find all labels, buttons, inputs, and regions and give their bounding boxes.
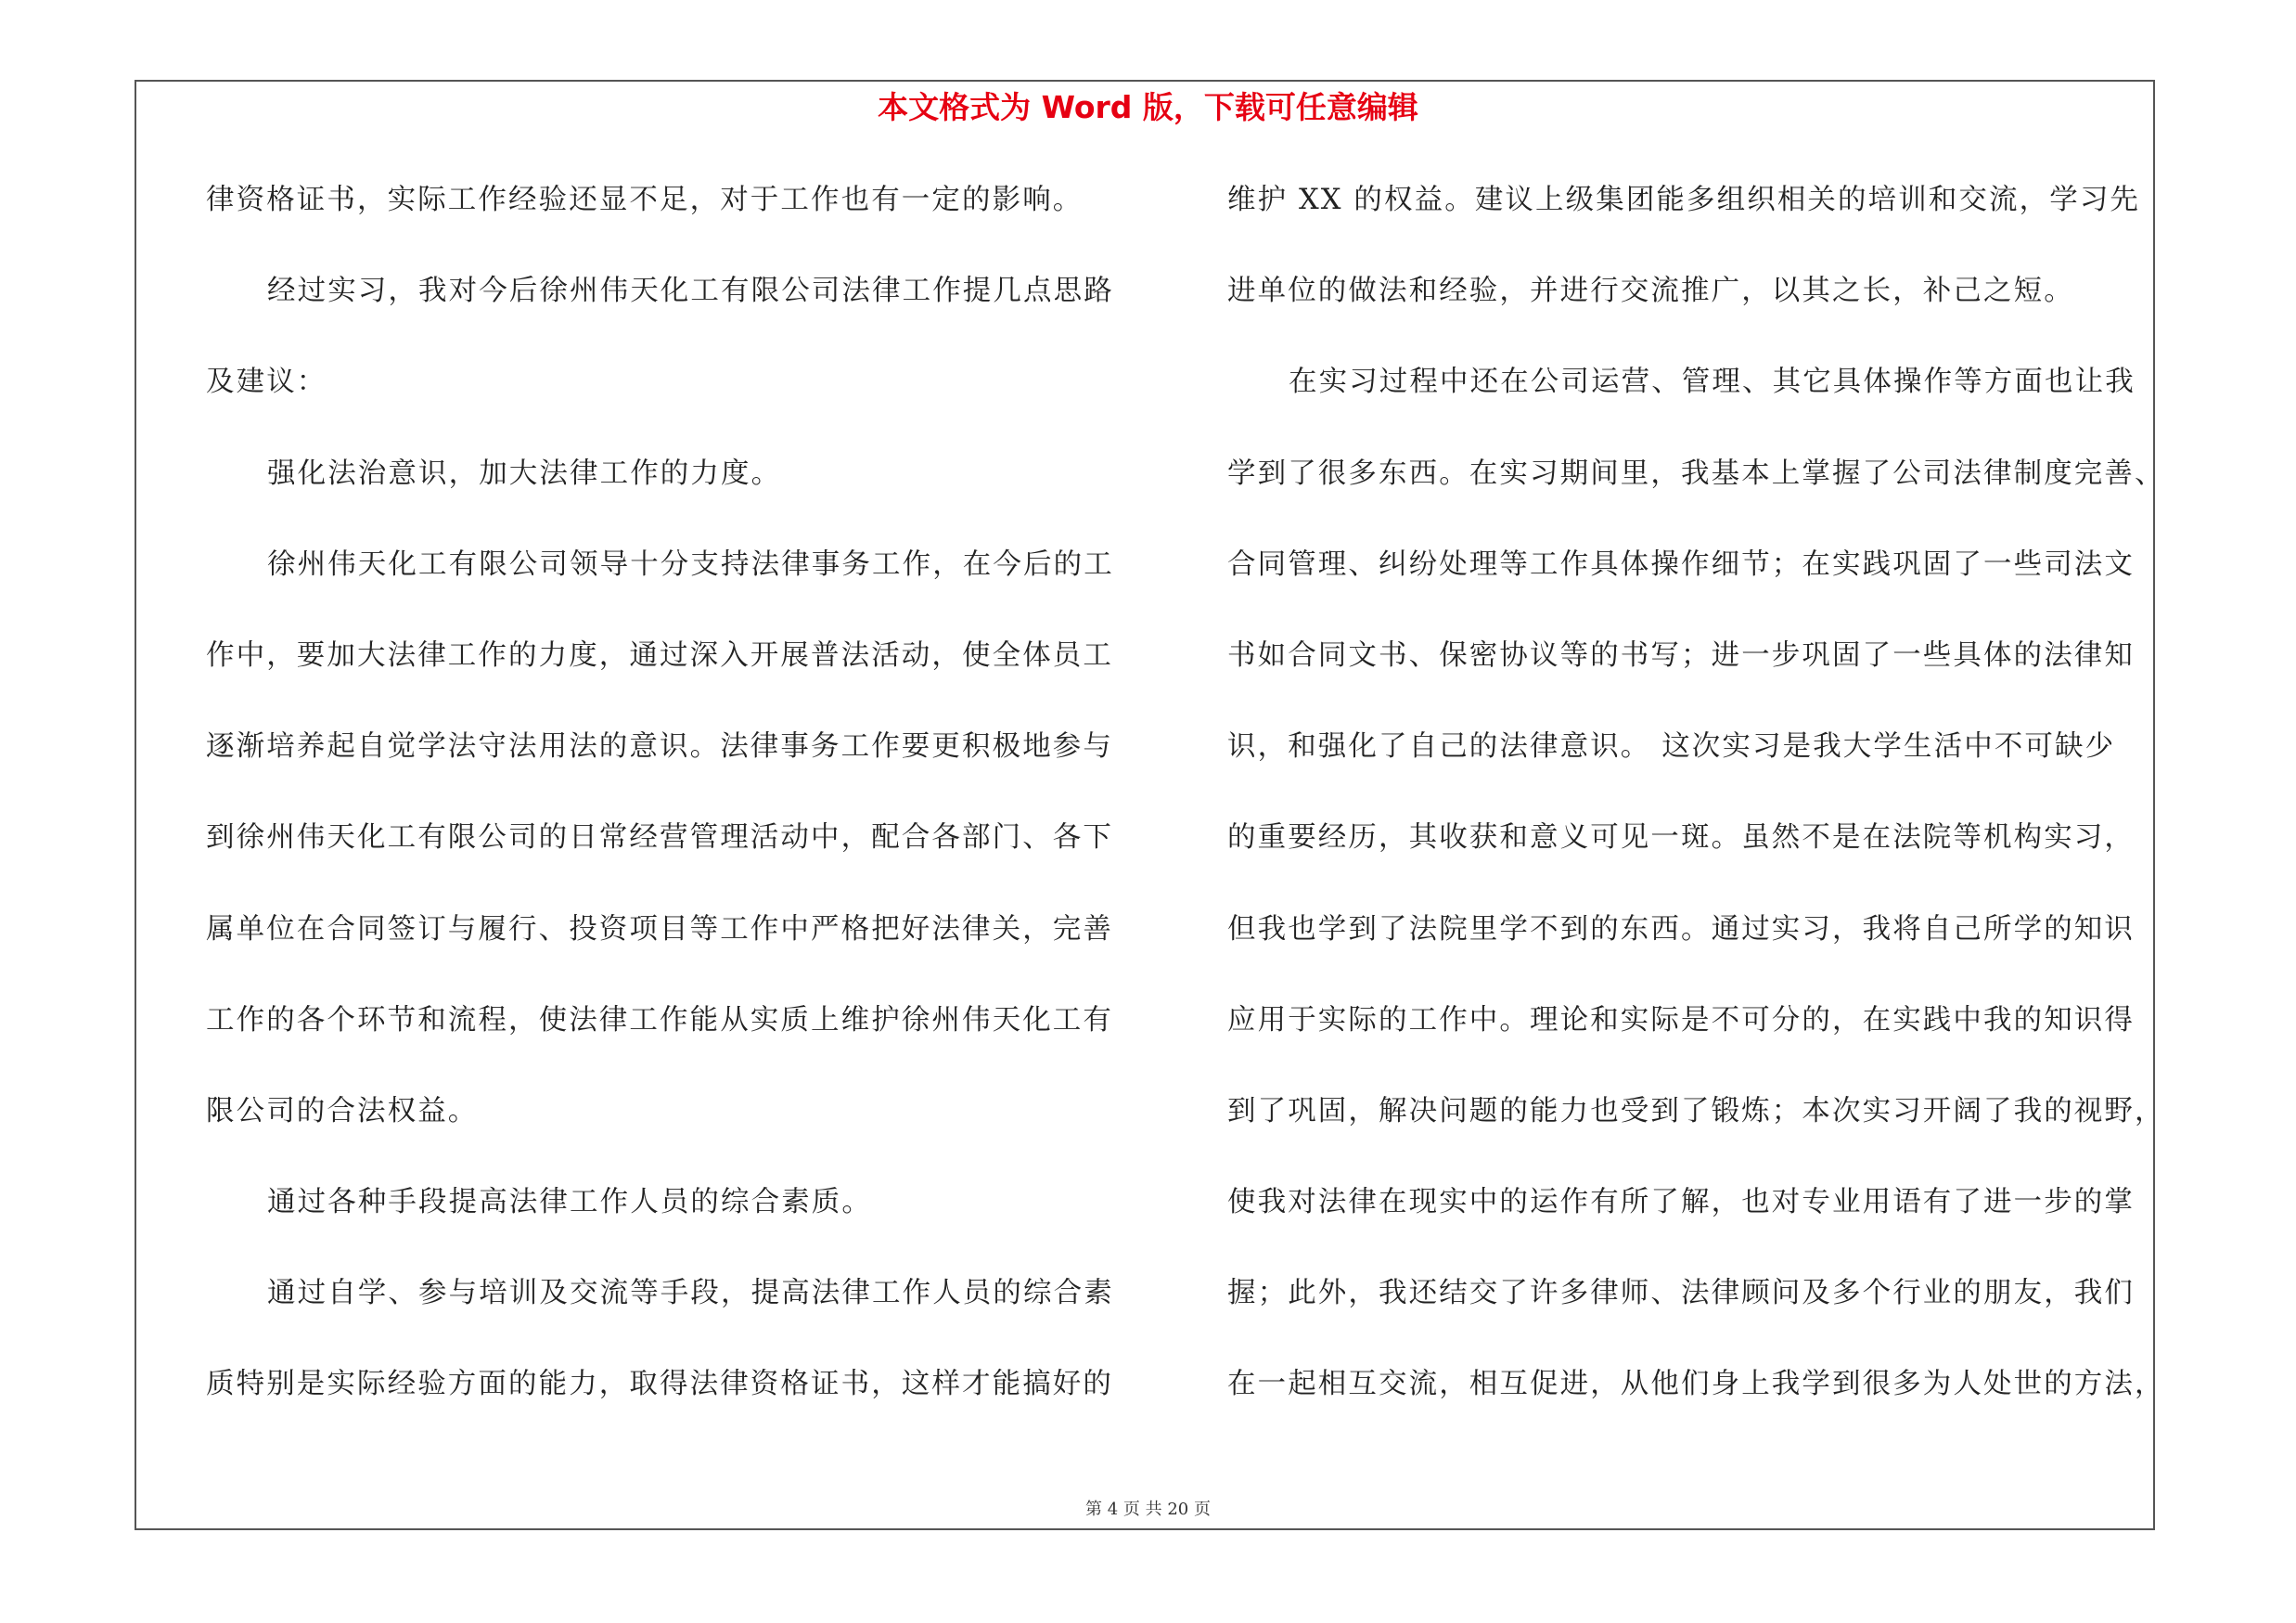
text-line: 在一起相互交流，相互促进，从他们身上我学到很多为人处世的方法， bbox=[1227, 1368, 2165, 1401]
text-line: 书如合同文书、保密协议等的书写；进一步巩固了一些具体的法律知 bbox=[1227, 638, 2135, 672]
text-line: 限公司的合法权益。 bbox=[206, 1094, 479, 1127]
text-line: 合同管理、纠纷处理等工作具体操作细节；在实践巩固了一些司法文 bbox=[1227, 547, 2135, 581]
text-line: 使我对法律在现实中的运作有所了解，也对专业用语有了进一步的掌 bbox=[1227, 1186, 2135, 1219]
text-line: 徐州伟天化工有限公司领导十分支持法律事务工作，在今后的工 bbox=[267, 547, 1114, 581]
page-number-footer: 第 4 页 共 20 页 bbox=[1085, 1500, 1211, 1519]
text-line: 强化法治意识，加大法律工作的力度。 bbox=[267, 457, 782, 490]
text-line: 属单位在合同签订与履行、投资项目等工作中严格把好法律关，完善 bbox=[206, 912, 1113, 946]
right-column bbox=[1227, 182, 2165, 1458]
text-line: 握；此外，我还结交了许多律师、法律顾问及多个行业的朋友，我们 bbox=[1227, 1277, 2135, 1310]
text-line: 律资格证书，实际工作经验还显不足，对于工作也有一定的影响。 bbox=[206, 184, 1084, 216]
text-line: 到了巩固，解决问题的能力也受到了锻炼；本次实习开阔了我的视野， bbox=[1227, 1094, 2165, 1127]
text-line: 通过自学、参与培训及交流等手段，提高法律工作人员的综合素 bbox=[267, 1277, 1114, 1310]
text-line: 识，和强化了自己的法律意识。 这次实习是我大学生活中不可缺少 bbox=[1227, 730, 2116, 764]
text-line: 质特别是实际经验方面的能力，取得法律资格证书，这样才能搞好的 bbox=[206, 1368, 1113, 1401]
text-line: 学到了很多东西。在实习期间里，我基本上掌握了公司法律制度完善、 bbox=[1227, 457, 2165, 490]
text-line: 及建议： bbox=[206, 366, 327, 399]
text-line: 工作的各个环节和流程，使法律工作能从实质上维护徐州伟天化工有 bbox=[206, 1003, 1113, 1037]
text-line: 通过各种手段提高法律工作人员的综合素质。 bbox=[267, 1186, 872, 1219]
text-line: 到徐州伟天化工有限公司的日常经营管理活动中，配合各部门、各下 bbox=[206, 821, 1113, 855]
text-line: 的重要经历，其收获和意义可见一斑。虽然不是在法院等机构实习， bbox=[1227, 821, 2135, 855]
text-line: 作中，要加大法律工作的力度，通过深入开展普法活动，使全体员工 bbox=[206, 638, 1113, 672]
text-line: 在实习过程中还在公司运营、管理、其它具体操作等方面也让我 bbox=[1289, 366, 2136, 399]
text-line: 进单位的做法和经验，并进行交流推广，以其之长，补己之短。 bbox=[1227, 275, 2074, 308]
text-line: 维护 XX 的权益。建议上级集团能多组织相关的培训和交流，学习先 bbox=[1227, 184, 2141, 216]
text-line: 但我也学到了法院里学不到的东西。通过实习，我将自己所学的知识 bbox=[1227, 912, 2135, 946]
left-column bbox=[206, 182, 1124, 1458]
text-line: 经过实习，我对今后徐州伟天化工有限公司法律工作提几点思路 bbox=[267, 275, 1114, 308]
format-banner: 本文格式为 Word 版，下载可任意编辑 bbox=[878, 89, 1418, 125]
text-line: 逐渐培养起自觉学法守法用法的意识。法律事务工作要更积极地参与 bbox=[206, 730, 1113, 764]
text-line: 应用于实际的工作中。理论和实际是不可分的，在实践中我的知识得 bbox=[1227, 1003, 2135, 1037]
